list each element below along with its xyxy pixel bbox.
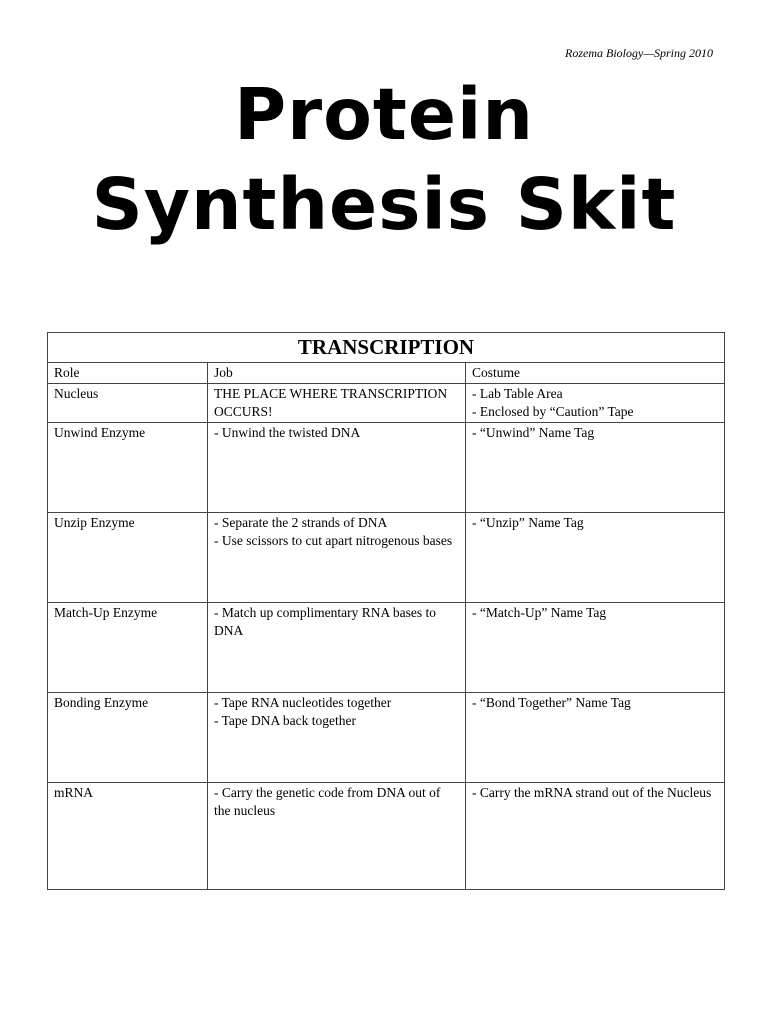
costume-cell xyxy=(466,603,725,693)
table-row xyxy=(48,513,725,603)
table-row xyxy=(48,423,725,513)
job-line: THE PLACE WHERE TRANSCRIPTION OCCURS! xyxy=(214,386,448,419)
column-header-costume: Costume xyxy=(466,363,725,384)
job-line: - Tape DNA back together xyxy=(214,713,357,728)
role-cell: Nucleus xyxy=(48,384,208,423)
costume-cell xyxy=(466,693,725,783)
job-line: - Carry the genetic code from DNA out of the nucleus xyxy=(214,785,441,818)
job-cell xyxy=(208,384,466,423)
table-row xyxy=(48,783,725,890)
table-caption: TRANSCRIPTION xyxy=(48,333,725,363)
role-cell: Match-Up Enzyme xyxy=(48,603,208,693)
role-cell: mRNA xyxy=(48,783,208,890)
costume-line: - Lab Table Area xyxy=(472,386,563,401)
title-line-1: Protein xyxy=(234,73,534,156)
role-cell: Bonding Enzyme xyxy=(48,693,208,783)
job-line: - Separate the 2 strands of DNA xyxy=(214,515,388,530)
job-cell xyxy=(208,423,466,513)
column-header-job: Job xyxy=(208,363,466,384)
costume-line: - Carry the mRNA strand out of the Nucleus xyxy=(472,785,712,800)
costume-cell xyxy=(466,423,725,513)
title-line-2: Synthesis Skit xyxy=(91,163,677,246)
page-title xyxy=(0,70,768,250)
table-row xyxy=(48,603,725,693)
transcription-table xyxy=(47,332,725,890)
table-row xyxy=(48,384,725,423)
costume-cell xyxy=(466,384,725,423)
costume-cell xyxy=(466,783,725,890)
job-cell xyxy=(208,783,466,890)
role-cell: Unzip Enzyme xyxy=(48,513,208,603)
job-line: - Unwind the twisted DNA xyxy=(214,425,361,440)
job-cell xyxy=(208,513,466,603)
costume-line: - “Bond Together” Name Tag xyxy=(472,695,631,710)
costume-cell xyxy=(466,513,725,603)
column-header-role: Role xyxy=(48,363,208,384)
job-cell xyxy=(208,603,466,693)
costume-line: - “Unwind” Name Tag xyxy=(472,425,595,440)
costume-line: - “Match-Up” Name Tag xyxy=(472,605,607,620)
costume-line: - “Unzip” Name Tag xyxy=(472,515,584,530)
role-cell: Unwind Enzyme xyxy=(48,423,208,513)
job-cell xyxy=(208,693,466,783)
job-line: - Tape RNA nucleotides together xyxy=(214,695,392,710)
table-row xyxy=(48,693,725,783)
header-note: Rozema Biology—Spring 2010 xyxy=(565,46,713,60)
job-line: - Use scissors to cut apart nitrogenous bases xyxy=(214,533,453,548)
costume-line: - Enclosed by “Caution” Tape xyxy=(472,404,634,419)
job-line: - Match up complimentary RNA bases to DNA xyxy=(214,605,436,638)
